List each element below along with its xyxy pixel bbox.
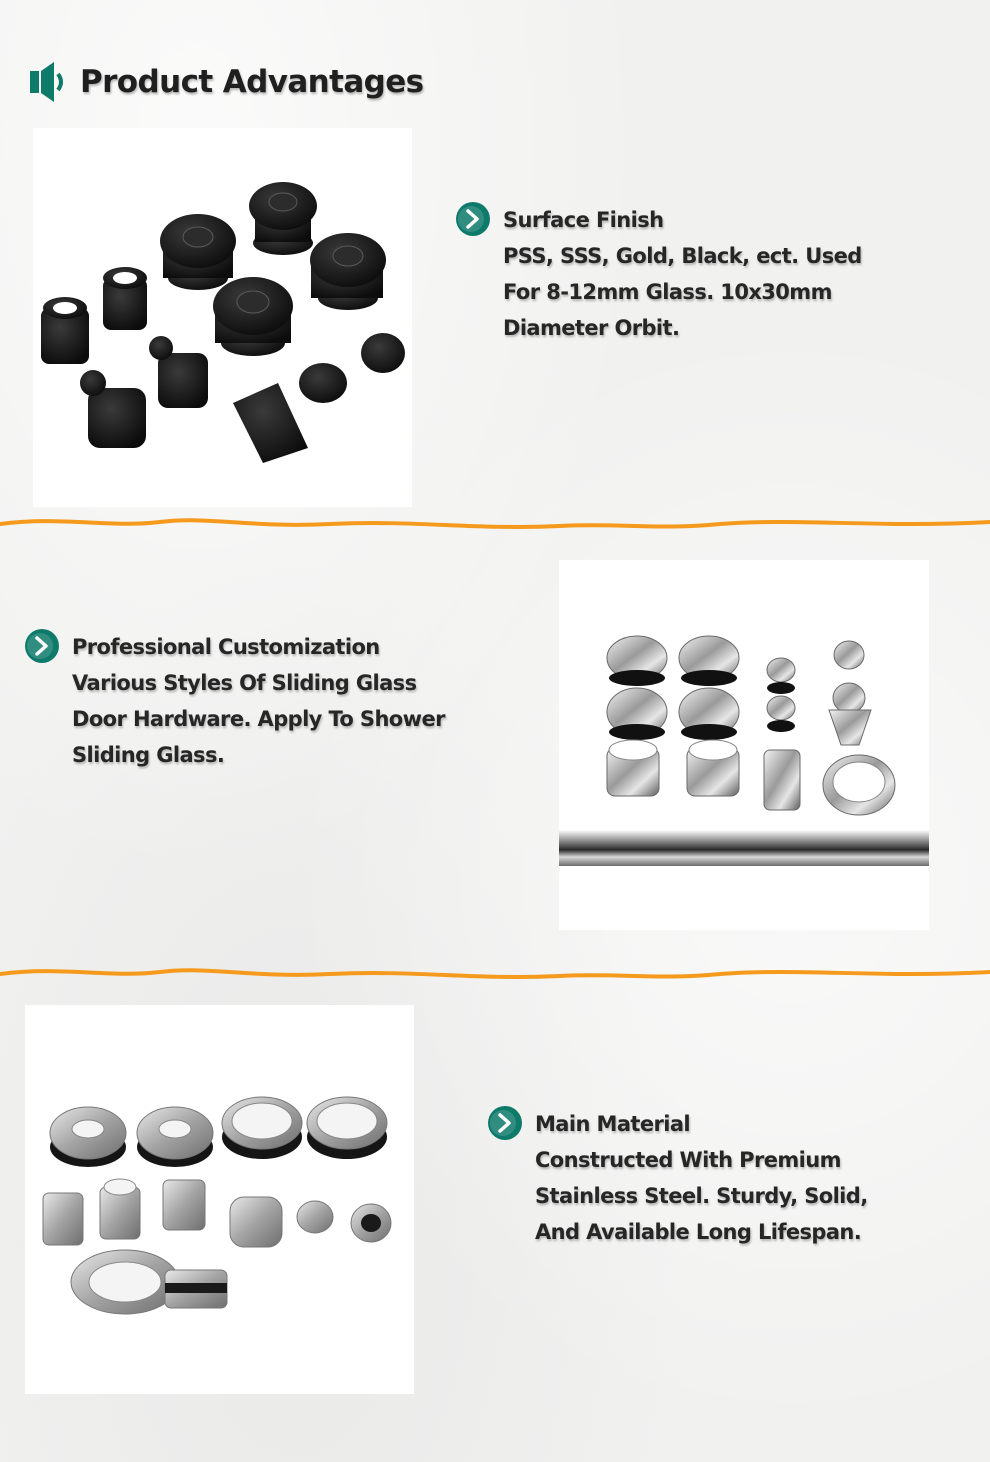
product-photo-black (33, 128, 412, 507)
feature-line: Sliding Glass. (72, 743, 225, 767)
section-header (28, 58, 424, 106)
chevron-right-icon (25, 629, 59, 663)
feature-line: Various Styles Of Sliding Glass (72, 671, 417, 695)
product-photo-stainless (25, 1005, 414, 1394)
wave-divider (0, 512, 990, 536)
product-photo-polished (559, 560, 929, 930)
feature-heading: Surface Finish (503, 208, 664, 232)
feature-line: Constructed With Premium (535, 1148, 841, 1172)
feature-line: PSS, SSS, Gold, Black, ect. Used (503, 244, 862, 268)
feature-line: For 8-12mm Glass. 10x30mm (503, 280, 832, 304)
chevron-right-icon (488, 1106, 522, 1140)
feature-line: And Available Long Lifespan. (535, 1220, 862, 1244)
feature-heading: Professional Customization (72, 635, 380, 659)
feature-heading: Main Material (535, 1112, 691, 1136)
wave-divider (0, 962, 990, 986)
feature-surface-finish (456, 202, 862, 346)
feature-line: Stainless Steel. Sturdy, Solid, (535, 1184, 868, 1208)
feature-line: Diameter Orbit. (503, 316, 680, 340)
feature-main-material (488, 1106, 868, 1250)
page-title: Product Advantages (80, 64, 424, 100)
feature-line: Door Hardware. Apply To Shower (72, 707, 445, 731)
speaker-icon (28, 59, 68, 105)
chevron-right-icon (456, 202, 490, 236)
feature-customization (25, 629, 445, 773)
